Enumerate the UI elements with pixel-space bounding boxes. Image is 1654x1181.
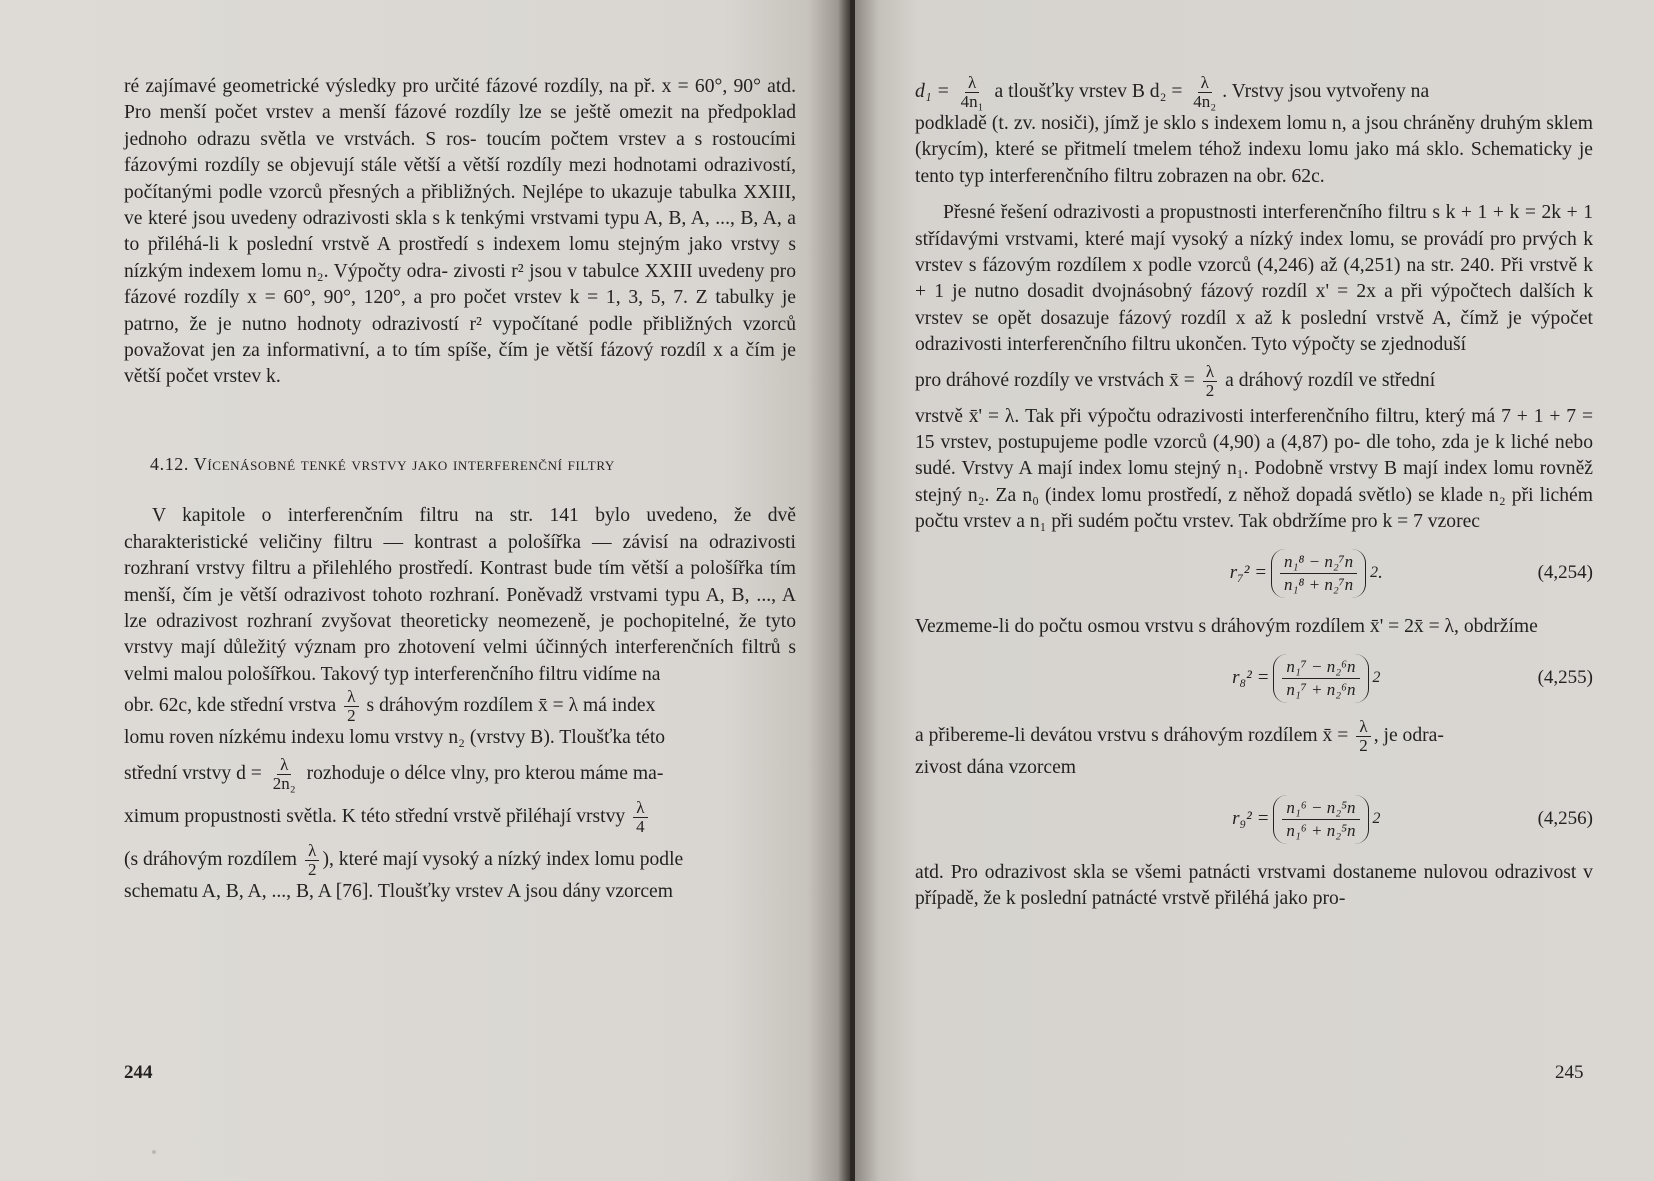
paragraph-podklad	[915, 111, 1593, 190]
text-line: má 7 + 1 + 7 = 15 vrstev, postupujeme podle vzorců (4,90) a (4,87) po-	[915, 405, 1593, 454]
text-line: považovat jen za informativní, a to tím spíše, čím je větší fázový	[124, 340, 661, 362]
equation-number: (4,254)	[1537, 562, 1593, 584]
text-line: lomu stejným jako vrstvy s nízkým indexem lomu n₂. Výpočty odra-	[124, 234, 796, 282]
text-line: rozhraní. Poněvadž vrstvami typu A, B, ..., A lze odrazivost rozhraní	[124, 584, 796, 632]
text-line: vzorců (4,246) až (4,251) na str. 240. Při vrstvě k + 1 je nutno dosadit	[915, 255, 1593, 303]
page-number-left: 244	[124, 1062, 153, 1083]
paragraph-intro	[124, 74, 796, 391]
text-line: větší a větší rozdíly mezi hodnotami odrazivostí, počítanými podle	[124, 155, 796, 203]
line-drahove-rozdily: pro dráhové rozdíly ve vrstvách x̄ = $\frac{\lambda}{2}$ a dráhový rozdíl ve střední	[915, 361, 1436, 400]
fraction-lambda-over-2-c: $\frac{\lambda}{2}$	[1203, 363, 1218, 400]
text-line: podkladě (t. zv. nosiči), jímž je sklo s indexem lomu n, a jsou chráněny	[915, 113, 1481, 134]
text-line: s k + 1 + k = 2k + 1 střídavými vrstvami, které mají vysoký a nízký	[915, 202, 1593, 250]
text-line: prostředí, z něhož dopadá světlo) se klade n₂ při lichém počtu vrstev	[915, 484, 1593, 533]
text-line: zivosti r² jsou v tabulce XXIII uvedeny pro fázové rozdíly x = 60°,	[124, 260, 796, 309]
text-line: A, ..., B, A, a to přiléhá-li k poslední vrstvě A prostředí s indexem	[124, 208, 796, 256]
equation-4-255: r₈² = $\frac{\text{n₁⁷ − n₂⁶n}}{\text{n₁⁷ + n₂⁶n}}$ 2 (4,255)	[915, 650, 1593, 706]
text-line: odrazivosti interferenčního filtru ukončen. Tyto výpočty se zjednoduší	[915, 334, 1467, 356]
text-line: x = 60°, 90° atd. Pro menší počet vrstev a menší fázové rozdíly lze se	[124, 76, 796, 124]
text-line: je nutno hodnoty odrazivostí r² vypočítané podle přibližných vzorců	[217, 313, 796, 335]
text-line: Vezmeme-li do počtu osmou vrstvu s dráhovým rozdílem x̄' = 2x̄ = λ,	[915, 615, 1464, 637]
text-line: opět dosazuje fázový rozdíl x až k poslední vrstvě A, čímž je výpočet	[997, 307, 1593, 329]
line-obr-62c: obr. 62c, kde střední vrstva $\frac{\lambda}{2}$ s dráhovým rozdílem x̄ = λ má index	[124, 687, 656, 726]
line-ximum: ximum propustnosti světla. K této střední vrstvě přiléhají vrstvy $\frac{\lambda}{4}$	[124, 799, 796, 836]
section-heading: 4.12. Vícenásobné tenké vrstvy jako interferenční filtry	[150, 453, 615, 474]
text-line: ještě omezit na předpoklad jednoho odrazu světla ve vrstvách. S ros-	[124, 102, 796, 150]
text-line: obdržíme	[1463, 615, 1538, 637]
text-line: Podobně vrstvy B mají index lomu rovněž stejný n₂. Za n₀ (index lomu	[915, 458, 1593, 506]
fraction-lambda-over-2n2: $\frac{\lambda}{\text{2n₂}}$	[272, 754, 296, 793]
text-line: ré zajímavé geometrické výsledky pro určité fázové rozdíly, na př.	[124, 76, 662, 97]
equation-4-256: r₉² = $\frac{\text{n₁⁶ − n₂⁵n}}{\text{n₁⁶ + n₂⁵n}}$ 2 (4,256)	[915, 792, 1593, 848]
line-s-drahovym: (s dráhovým rozdílem $\frac{\lambda}{2}$ ), které mají vysoký a nízký index lomu podle	[124, 840, 684, 879]
text-line: zvyšovat theoreticky neomezeně, je pochopitelné, že tyto vrstvy mají	[124, 610, 796, 659]
text-line: které jsou uvedeny odrazivosti skla s k tenkými vrstvami typu A, B,	[148, 208, 691, 230]
text-line: odrazivosti rozhraní vrstvy filtru a přilehlého prostředí. Kontrast	[124, 531, 796, 580]
paragraph-interference-filter	[124, 503, 796, 688]
text-line: vrstvě x̄' = λ. Tak při výpočtu odrazivosti interferenčního filtru, který	[915, 405, 1472, 427]
fraction-lambda-over-2-b: $\frac{\lambda}{2}$	[305, 842, 320, 879]
paragraph-vrstve	[915, 404, 1593, 536]
equation-4-254: r₇² = $\frac{\text{n₁⁸ − n₂⁷n}}{\text{n₁⁸ + n₂⁷n}}$ 2 . (4,254)	[915, 546, 1593, 602]
text-line: druhým sklem (krycím), které se přitmelí tmelem téhož indexu lomu	[915, 113, 1594, 161]
text-line: charakteristické veličiny filtru — kontrast a pološířka — závisí na	[124, 531, 709, 553]
text-line: V kapitole o interferenčním filtru na str. 141 bylo uvedeno, že dvě	[152, 505, 796, 527]
text-line: dle toho, zda je k liché nebo sudé. Vrstvy A mají index lomu stejný n₁.	[915, 432, 1593, 480]
paper-spot	[152, 1150, 156, 1154]
right-page	[855, 0, 1654, 1181]
line-pribereme: a přibereme-li devátou vrstvu s dráhovým rozdílem x̄ = $\frac{\lambda}{2}$ , je odra-	[915, 717, 1444, 756]
text-line: atd. Pro odrazivost skla se všemi patnácti vrstvami dostaneme nulovou	[915, 861, 1495, 883]
paragraph-atd	[915, 860, 1593, 913]
text-line: dvojnásobný fázový rozdíl x' = 2x a při výpočtech dalších k vrstev se	[915, 281, 1593, 329]
text-line: 90°, 120°, a pro počet vrstev k = 1, 3, 5, 7. Z tabulky je patrno, že	[124, 287, 796, 335]
line-d1: d₁ = $\frac{\lambda}{\text{4n₁}}$ a tloušťky vrstev B d₂ = $\frac{\lambda}{\text{4n₂}}$ . Vrstvy jsou vytvořeny na	[915, 73, 1430, 111]
fraction-lambda-over-4n2: $\frac{\lambda}{\text{4n₂}}$	[1193, 73, 1217, 111]
text-line: odrazivost v případě, že k poslední patnácté vrstvě přiléhá jako pro-	[915, 861, 1593, 909]
left-page-text	[124, 74, 796, 905]
text-line: bude tím větší a pološířka tím menší, čím je větší odrazivost tohoto	[124, 558, 796, 606]
paragraph-osmou	[915, 614, 1593, 640]
text-line: jako má sklo. Schematicky je tento typ interferenčního filtru zobrazen	[915, 139, 1593, 187]
equation-number: (4,256)	[1537, 808, 1593, 830]
text-line: rozdíl x a čím je větší počet vrstev k.	[124, 340, 797, 388]
text-line: index lomu, se provádí pro prvých k vrstev s fázovým rozdílem x podle	[915, 228, 1593, 277]
text-line: s velmi malou pološířkou. Takový typ interferenčního filtru vidíme na	[124, 637, 796, 685]
fraction-lambda-over-4n1: $\frac{\lambda}{\text{4n₁}}$	[960, 73, 984, 111]
paragraph-presne-reseni	[915, 200, 1593, 358]
equation-number: (4,255)	[1537, 666, 1593, 688]
line-schematu: schematu A, B, A, ..., B, A [76]. Tloušťky vrstev A jsou dány vzorcem	[124, 880, 673, 902]
text-line: na obr. 62c.	[1233, 165, 1325, 187]
line-lomu: lomu roven nízkému indexu lomu vrstvy n₂ (vrstvy B). Tloušťka této	[124, 727, 666, 749]
text-line: toucím počtem vrstev a s rostoucími fázovými rozdíly se objevují stále	[124, 128, 796, 177]
line-stredni-vrstvy: střední vrstvy d = $\frac{\lambda}{\text{2n₂}}$ rozhoduje o délce vlny, pro kterou máme ma-	[124, 754, 664, 793]
fraction-lambda-over-2: $\frac{\lambda}{2}$	[344, 688, 359, 725]
text-line: a n₁ při sudém počtu vrstev. Tak obdržíme pro k = 7 vzorec	[1016, 511, 1480, 533]
line-zivost: zivost dána vzorcem	[915, 757, 1077, 779]
page-number-right: 245	[1555, 1062, 1584, 1083]
text-line: vzorců přesných a přibližných. Nejlépe to ukazuje tabulka XXIII, ve	[124, 181, 797, 230]
fraction-lambda-over-4: $\frac{\lambda}{4}$	[633, 799, 648, 836]
text-line: důležitý význam pro zhotovení velmi účinných interferenčních filtrů	[223, 637, 789, 659]
fraction-lambda-over-2-d: $\frac{\lambda}{2}$	[1356, 718, 1371, 755]
right-page-text	[915, 74, 1593, 912]
text-line: Přesné řešení odrazivosti a propustnosti interferenčního filtru	[943, 202, 1433, 224]
